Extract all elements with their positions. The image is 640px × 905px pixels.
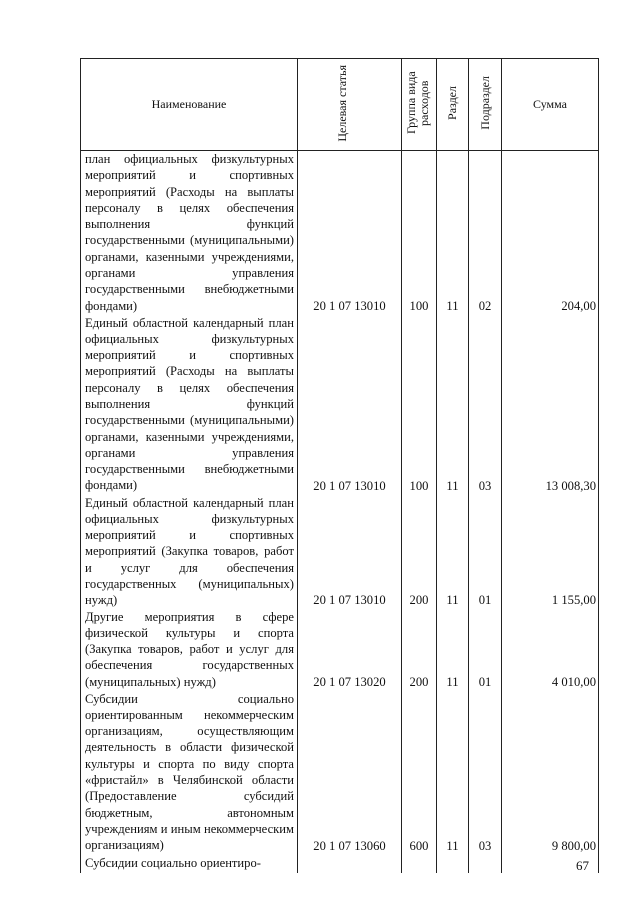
- row-subsection: 01: [469, 609, 502, 691]
- row-name: Единый областной календарный план официальных физкультурных мероприятий и спортивных мероприятий (Расходы на выплаты персоналу в целях обеспечения выполнения функций государственными (муниципальными) органами, казенными учреждениями, органами управления государственными внебюджетными фондами): [81, 315, 298, 495]
- page-number: 67: [576, 858, 589, 873]
- row-section: 11: [437, 495, 469, 609]
- row-sum: 4 010,00: [502, 609, 599, 691]
- row-target: [298, 855, 402, 873]
- row-name: Единый областной календарный план официальных физкультурных мероприятий и спортивных мероприятий (Закупка товаров, работ и услуг для обеспечения государственных (муниципальных) нужд): [81, 495, 298, 609]
- row-target: 20 1 07 13060: [298, 691, 402, 855]
- row-name: Субсидии социально ориентированным некоммерческим организациям, осуществляющим деятельность в области физической культуры и спорта по виду спорта «фристайл» в Челябинской области (Предоставление субсидий бюджетным, автономным учреждениям и иным некоммерческим организациям): [81, 691, 298, 855]
- row-subsection: 01: [469, 495, 502, 609]
- row-section: 11: [437, 691, 469, 855]
- budget-table: [80, 58, 599, 873]
- row-target: 20 1 07 13020: [298, 609, 402, 691]
- row-subsection: 02: [469, 151, 502, 315]
- table-row: [81, 855, 599, 873]
- row-subsection: 03: [469, 691, 502, 855]
- row-group: 200: [402, 609, 437, 691]
- row-name: Другие мероприятия в сфере физической культуры и спорта (Закупка товаров, работ и услуг для обеспечения государственных (муниципальных) нужд): [81, 609, 298, 691]
- row-sum: 9 800,00: [502, 691, 599, 855]
- table-row: [81, 315, 599, 495]
- header-sum: Сумма: [502, 59, 599, 151]
- row-section: 11: [437, 609, 469, 691]
- row-name: план официальных физкультурных мероприятий и спортивных мероприятий (Расходы на выплаты персоналу в целях обеспечения выполнения функций государственными (муниципальными) органами, казенными учреждениями, органами управления государственными внебюджетными фондами): [81, 151, 298, 315]
- header-target: Целевая статья: [298, 59, 402, 151]
- table-row: [81, 151, 599, 315]
- row-subsection: [469, 855, 502, 873]
- row-target: 20 1 07 13010: [298, 495, 402, 609]
- row-section: 11: [437, 151, 469, 315]
- table-row: [81, 609, 599, 691]
- row-name: Субсидии социально ориентиро-: [81, 855, 298, 873]
- row-sum: 1 155,00: [502, 495, 599, 609]
- row-group: 100: [402, 315, 437, 495]
- row-group: [402, 855, 437, 873]
- row-group: 600: [402, 691, 437, 855]
- header-expense-group: Группа вида расходов: [402, 59, 437, 151]
- header-section: Раздел: [437, 59, 469, 151]
- row-group: 100: [402, 151, 437, 315]
- table-row: [81, 691, 599, 855]
- header-name: Наименование: [81, 59, 298, 151]
- header-subsection: Подраздел: [469, 59, 502, 151]
- row-section: [437, 855, 469, 873]
- table-header-row: [81, 59, 599, 151]
- row-subsection: 03: [469, 315, 502, 495]
- row-target: 20 1 07 13010: [298, 315, 402, 495]
- row-sum: 204,00: [502, 151, 599, 315]
- row-sum: 13 008,30: [502, 315, 599, 495]
- row-group: 200: [402, 495, 437, 609]
- row-target: 20 1 07 13010: [298, 151, 402, 315]
- budget-table-container: [80, 58, 598, 873]
- row-section: 11: [437, 315, 469, 495]
- table-row: [81, 495, 599, 609]
